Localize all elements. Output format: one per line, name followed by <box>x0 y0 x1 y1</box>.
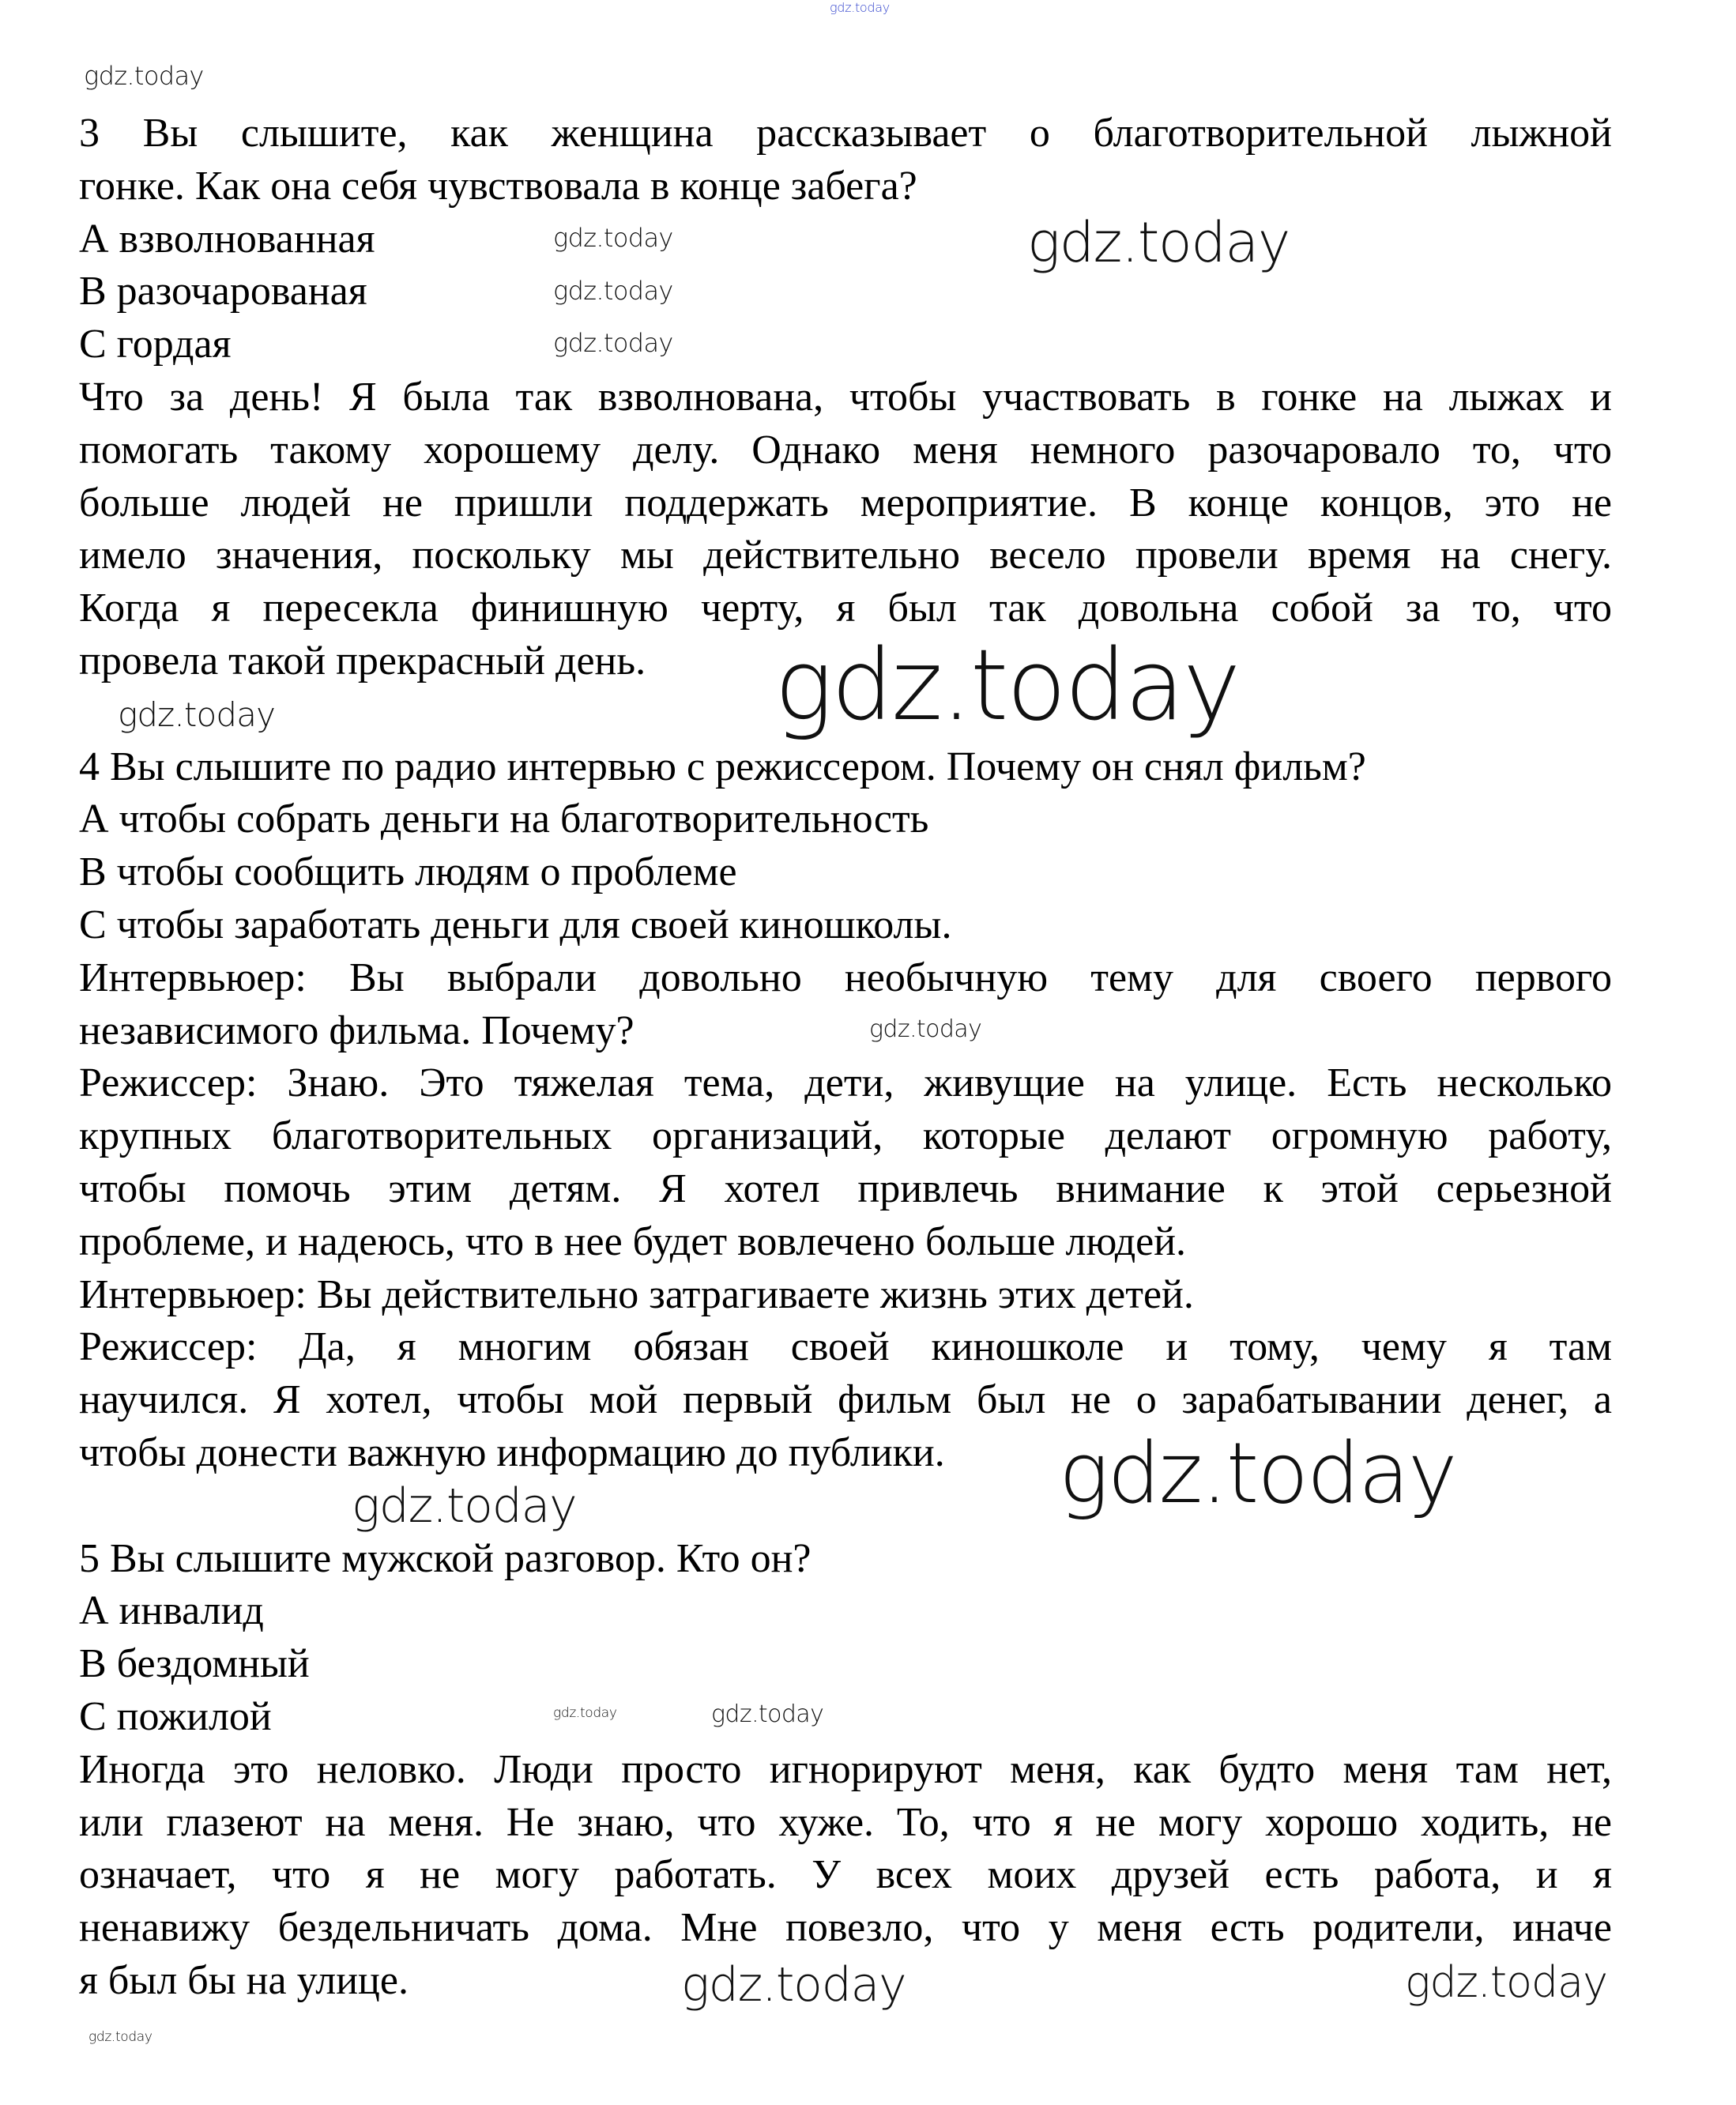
dialogue-line: Режиссер: Да, я многим обязан своей киношколе и тому, чему я там <box>79 1324 1612 1370</box>
transcript-line: или глазеют на меня. Не знаю, что хуже. То, что я не могу хорошо ходить, не <box>79 1799 1612 1845</box>
transcript-line: провела такой прекрасный день. <box>79 638 646 683</box>
dialogue-line: чтобы донести важную информацию до публики. <box>79 1429 945 1475</box>
transcript-line: ненавижу бездельничать дома. Мне повезло, что у меня есть родители, иначе <box>79 1905 1612 1951</box>
dialogue-line: научился. Я хотел, чтобы мой первый фильм был не о зарабатывании денег, а <box>79 1377 1612 1423</box>
question-3-line: гонке. Как она себя чувствовала в конце забега? <box>79 163 917 209</box>
transcript-line: Что за день! Я была так взволнована, чтобы участвовать в гонке на лыжах и <box>79 374 1612 420</box>
watermark: gdz.today <box>553 1705 617 1721</box>
option-b: В разочарованая <box>79 269 367 314</box>
dialogue-line: крупных благотворительных организаций, которые делают огромную работу, <box>79 1113 1612 1159</box>
option-b: В чтобы сообщить людям о проблеме <box>79 849 737 895</box>
dialogue-line: Режиссер: Знаю. Это тяжелая тема, дети, живущие на улице. Есть несколько <box>79 1060 1612 1106</box>
watermark: gdz.today <box>553 276 673 306</box>
watermark: gdz.today <box>1059 1425 1456 1522</box>
watermark: gdz.today <box>118 695 276 734</box>
option-a: А инвалид <box>79 1588 264 1634</box>
dialogue-line: проблеме, и надеюсь, что в нее будет вовлечено больше людей. <box>79 1218 1187 1264</box>
watermark: gdz.today <box>553 328 673 358</box>
watermark: gdz.today <box>681 1957 906 2013</box>
question-4: 4 Вы слышите по радио интервью с режиссером. Почему он снял фильм? <box>79 744 1366 789</box>
watermark: gdz.today <box>1405 1957 1608 2007</box>
transcript-line: больше людей не пришли поддержать мероприятие. В конце концов, это не <box>79 480 1612 525</box>
option-a: А взволнованная <box>79 216 375 262</box>
dialogue-line: Интервьюер: Вы выбрали довольно необычную тему для своего первого <box>79 955 1612 1000</box>
watermark: gdz.today <box>553 223 673 253</box>
watermark: gdz.today <box>1027 210 1290 275</box>
watermark: gdz.today <box>352 1478 577 1534</box>
transcript-line: я был бы на улице. <box>79 1957 409 2003</box>
watermark: gdz.today <box>84 61 204 91</box>
option-b: В бездомный <box>79 1641 310 1687</box>
option-c: С пожилой <box>79 1693 272 1739</box>
option-a: А чтобы собрать деньги на благотворительность <box>79 796 929 842</box>
watermark: gdz.today <box>711 1700 824 1728</box>
option-c: С чтобы заработать деньги для своей киношколы. <box>79 902 952 947</box>
dialogue-line: Интервьюер: Вы действительно затрагиваете жизнь этих детей. <box>79 1271 1194 1317</box>
transcript-line: помогать такому хорошему делу. Однако меня немного разочаровало то, что <box>79 427 1612 473</box>
watermark: gdz.today <box>774 629 1239 743</box>
watermark: gdz.today <box>830 0 890 15</box>
transcript-line: имело значения, поскольку мы действительно весело провели время на снегу. <box>79 533 1612 578</box>
document-body <box>79 107 1612 2013</box>
dialogue-line: независимого фильма. Почему? <box>79 1007 635 1053</box>
transcript-line: Когда я пересекла финишную черту, я был так довольна собой за то, что <box>79 586 1612 631</box>
transcript-line: Иногда это неловко. Люди просто игнорируют меня, как будто меня там нет, <box>79 1746 1612 1792</box>
option-c: С гордая <box>79 322 232 367</box>
transcript-line: означает, что я не могу работать. У всех моих друзей есть работа, и я <box>79 1852 1612 1898</box>
question-5: 5 Вы слышите мужской разговор. Кто он? <box>79 1535 812 1581</box>
watermark: gdz.today <box>88 2029 153 2045</box>
watermark: gdz.today <box>869 1015 982 1043</box>
dialogue-line: чтобы помочь этим детям. Я хотел привлечь внимание к этой серьезной <box>79 1165 1612 1211</box>
question-3-line: 3 Вы слышите, как женщина рассказывает о благотворительной лыжной <box>79 111 1612 156</box>
